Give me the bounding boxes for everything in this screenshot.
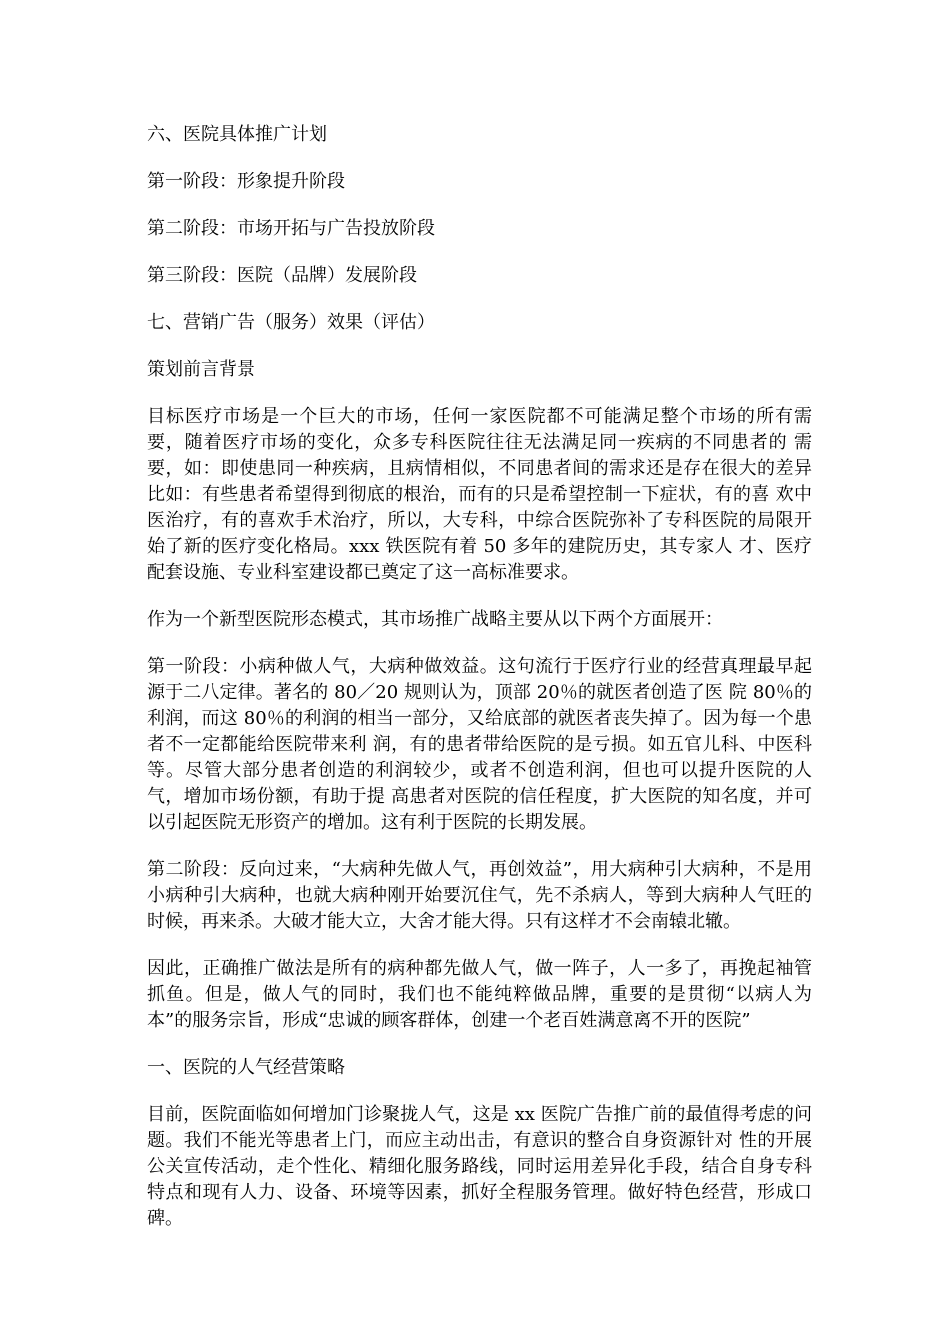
heading-stage-three: 第三阶段：医院（品牌）发展阶段 xyxy=(147,265,417,286)
paragraph-conclusion: 因此，正确推广做法是所有的病种都先做人气，做一阵子，人一多了，再挽起袖管抓鱼。但是，做人气的同时，我们也不能纯粹做品牌，重要的是贯彻“以病人为本”的服务宗旨，形成“忠诚的顾客群体，创建一个老百姓满意离不开的医院” xyxy=(147,958,812,1031)
paragraph-current-situation: 目前，医院面临如何增加门诊聚拢人气，这是 xx 医院广告推广前的最值得考虑的问题。我们不能光等患者上门，而应主动出击，有意识的整合自身资源针对 性的开展公关宣传活动，走个性化、精细化服务路线，同时运用差异化手段，结合自身专科特点和现有人力、设备、环境等因素，抓好全程服务管理。做好特色经营，形成口碑。 xyxy=(147,1104,812,1229)
heading-background: 策划前言背景 xyxy=(147,359,255,380)
heading-stage-one: 第一阶段：形象提升阶段 xyxy=(147,171,345,192)
paragraph-stage-one: 第一阶段：小病种做人气，大病种做效益。这句流行于医疗行业的经营真理最早起源于二八定律。著名的 80／20 规则认为，顶部 20％的就医者创造了医 院 80％的利润，而这 80％的利润的相当一部分，又给底部的就医者丧失掉了。因为每一个患者不一定都能给医院带来利 润，有的患者带给医院的是亏损。如五官儿科、中医科等。尽管大部分患者创造的利润较少，或者不创造利润，但也可以提升医院的人气，增加市场份额，有助于提 高患者对医院的信任程度，扩大医院的知名度，并可以引起医院无形资产的增加。这有利于医院的长期发展。 xyxy=(147,656,812,833)
paragraph-stage-two: 第二阶段：反向过来，“大病种先做人气，再创效益”，用大病种引大病种，不是用小病种引大病种，也就大病种刚开始要沉住气，先不杀病人，等到大病种人气旺的时候，再来杀。大破才能大立，大舍才能大得。只有这样才不会南辕北辙。 xyxy=(147,859,812,932)
heading-plan: 六、医院具体推广计划 xyxy=(147,124,327,145)
document-body xyxy=(147,122,812,1253)
heading-stage-two: 第二阶段：市场开拓与广告投放阶段 xyxy=(147,218,435,239)
heading-popularity-strategy: 一、医院的人气经营策略 xyxy=(147,1057,345,1078)
heading-evaluation: 七、营销广告（服务）效果（评估） xyxy=(147,312,435,333)
paragraph-market: 目标医疗市场是一个巨大的市场，任何一家医院都不可能满足整个市场的所有需要，随着医疗市场的变化，众多专科医院往往无法满足同一疾病的不同患者的 需要，如：即使患同一种疾病，且病情相似，不同患者间的需求还是存在很大的差异比如：有些患者希望得到彻底的根治，而有的只是希望控制一下症状，有的喜 欢中医治疗，有的喜欢手术治疗，所以，大专科，中综合医院弥补了专科医院的局限开始了新的医疗变化格局。xxx 铁医院有着 50 多年的建院历史，其专家人 才、医疗配套设施、专业科室建设都已奠定了这一高标准要求。 xyxy=(147,406,812,583)
paragraph-strategy-intro: 作为一个新型医院形态模式，其市场推广战略主要从以下两个方面展开： xyxy=(147,609,723,630)
